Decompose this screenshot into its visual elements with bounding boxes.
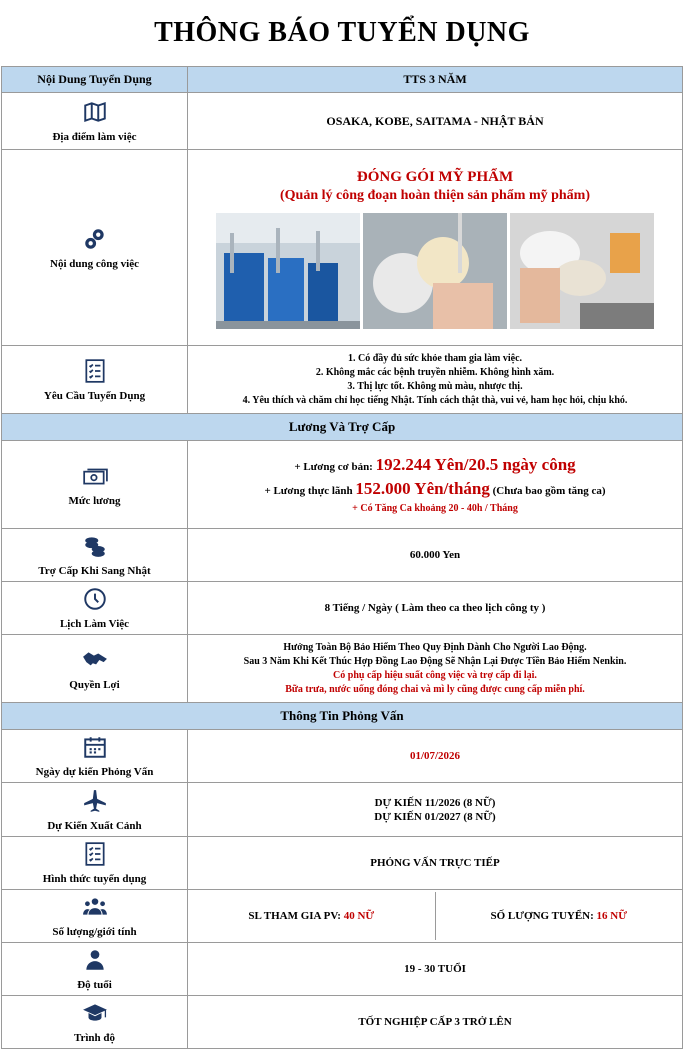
cosmetic-sample-photo	[510, 213, 654, 329]
schedule-row	[2, 582, 683, 635]
job-subtitle: (Quản lý công đoạn hoàn thiện sản phẩm mỹ phẩm)	[279, 187, 591, 203]
benefit-line: Sau 3 Năm Khi Kết Thúc Hợp Đồng Lao Động Sẽ Nhận Lại Được Tiền Bảo Hiểm Nenkin.	[243, 655, 627, 667]
net-salary-note: (Chưa bao gồm tăng ca)	[492, 484, 606, 497]
basic-salary-value: 192.244 Yên/20.5 ngày công	[375, 454, 576, 474]
salary-row	[2, 441, 683, 529]
benefit-line: Bữa trưa, nước uống đóng chai và mì ly cũng được cung cấp miễn phí.	[285, 683, 585, 695]
quantity-row	[2, 890, 683, 943]
lab-dish-photo	[363, 213, 507, 329]
requirement-item: 4. Yêu thích và chăm chỉ học tiếng Nhật. Tính cách thật thà, vui vẻ, ham học hỏi, chịu khó.	[242, 394, 628, 406]
person-icon	[82, 947, 108, 973]
salary-section-header	[2, 414, 683, 441]
departure-line: DỰ KIẾN 11/2026 (8 NỮ)	[374, 796, 496, 809]
airplane-icon	[82, 788, 108, 814]
salary-label: Mức lương	[68, 494, 121, 507]
requirement-item: 3. Thị lực tốt. Không mù màu, nhược thị.	[347, 380, 523, 392]
basic-salary-prefix: + Lương cơ bản:	[294, 460, 373, 473]
hire-cell	[436, 892, 683, 940]
interview-type-value: PHỎNG VẤN TRỰC TIẾP	[188, 837, 683, 890]
location-label: Địa điểm làm việc	[52, 131, 137, 143]
benefit-line: Hưởng Toàn Bộ Bảo Hiểm Theo Quy Định Dành Cho Người Lao Động.	[283, 641, 587, 653]
interview-date-row	[2, 730, 683, 783]
requirements-row	[2, 346, 683, 414]
interview-date-value: 01/07/2026	[188, 730, 683, 783]
group-icon	[82, 894, 108, 920]
factory-machine-photo	[216, 213, 360, 329]
interview-section-header	[2, 703, 683, 730]
benefits-label: Quyền Lợi	[69, 678, 120, 691]
money-icon	[82, 463, 108, 489]
interview-date-label: Ngày dự kiến Phỏng Vấn	[35, 766, 154, 778]
benefit-line: Có phụ cấp hiệu suất công việc và trợ cấp đi lại.	[333, 669, 537, 681]
education-value: TỐT NGHIỆP CẤP 3 TRỞ LÊN	[188, 996, 683, 1049]
job-row	[2, 150, 683, 346]
net-salary-value: 152.000 Yên/tháng	[355, 478, 490, 498]
allowance-row	[2, 529, 683, 582]
salary-section-title: Lương Và Trợ Cấp	[2, 414, 683, 441]
map-icon	[82, 99, 108, 125]
schedule-label: Lịch Làm Việc	[59, 618, 130, 630]
allowance-value: 60.000 Yen	[188, 529, 683, 582]
table-header-row	[2, 67, 683, 93]
requirement-item: 2. Không mắc các bệnh truyền nhiễm. Không hình xăm.	[315, 366, 555, 378]
page-title: THÔNG BÁO TUYỂN DỤNG	[154, 17, 530, 48]
education-row	[2, 996, 683, 1049]
departure-label: Dự Kiến Xuất Cảnh	[47, 819, 142, 832]
quantity-label: Số lượng/giới tính	[52, 926, 137, 938]
age-row	[2, 943, 683, 996]
allowance-label: Trợ Cấp Khi Sang Nhật	[38, 565, 151, 577]
header-left: Nội Dung Tuyển Dụng	[2, 67, 188, 93]
departure-line: DỰ KIẾN 01/2027 (8 NỮ)	[374, 810, 496, 823]
coins-icon	[82, 533, 108, 559]
checklist-icon	[82, 358, 108, 384]
hire-label: SỐ LƯỢNG TUYỂN:	[490, 910, 594, 922]
calendar-icon	[82, 734, 108, 760]
participants-label: SL THAM GIA PV:	[248, 910, 341, 922]
age-value: 19 - 30 TUỔI	[188, 943, 683, 996]
handshake-icon	[82, 647, 108, 673]
job-label: Nội dung công việc	[50, 257, 139, 270]
participants-value: 40 NỮ	[343, 910, 375, 922]
age-label: Độ tuổi	[77, 979, 112, 991]
interview-type-label: Hình thức tuyển dụng	[42, 873, 147, 885]
checklist-icon	[82, 841, 108, 867]
overtime-note: + Có Tăng Ca khoảng 20 - 40h / Tháng	[352, 502, 518, 514]
clock-icon	[82, 586, 108, 612]
recruitment-table	[1, 66, 683, 1049]
gears-icon	[82, 226, 108, 252]
job-photos	[188, 213, 682, 329]
net-salary-prefix: + Lương thực lãnh	[264, 484, 353, 497]
location-value: OSAKA, KOBE, SAITAMA - NHẬT BẢN	[188, 93, 683, 150]
job-title: ĐÓNG GÓI MỸ PHẨM	[356, 168, 514, 185]
interview-type-row	[2, 837, 683, 890]
header-right: TTS 3 NĂM	[188, 67, 683, 93]
location-row	[2, 93, 683, 150]
departure-row	[2, 783, 683, 837]
education-label: Trình độ	[73, 1032, 116, 1044]
graduation-cap-icon	[82, 1000, 108, 1026]
participants-cell	[188, 892, 436, 940]
schedule-value: 8 Tiếng / Ngày ( Làm theo ca theo lịch công ty )	[188, 582, 683, 635]
requirements-label: Yêu Cầu Tuyển Dụng	[43, 389, 146, 402]
hire-value: 16 NỮ	[596, 910, 627, 922]
interview-section-title: Thông Tin Phỏng Vấn	[2, 703, 683, 730]
requirement-item: 1. Có đầy đủ sức khỏe tham gia làm việc.	[347, 352, 523, 364]
benefits-row	[2, 635, 683, 703]
